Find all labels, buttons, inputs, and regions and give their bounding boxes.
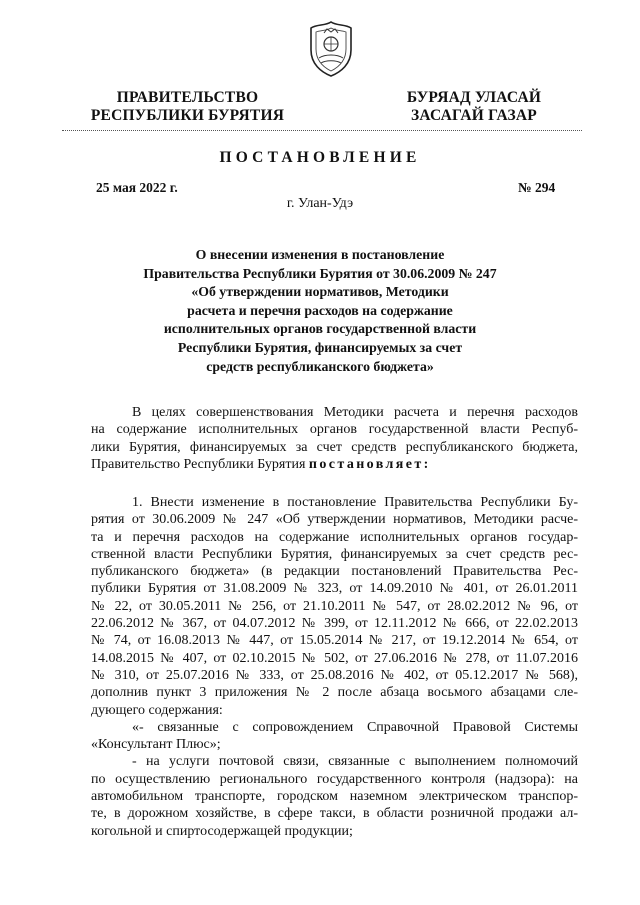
header-divider	[62, 130, 582, 131]
issuer-name-buryat	[400, 89, 548, 125]
body-line: дополнив пункт 3 приложения № 2 после абзаца восьмого абзацами сле-	[91, 685, 578, 701]
body-line: 1. Внести изменение в постановление Правительства Республики Бу-	[132, 495, 578, 510]
title-line: Правительства Республики Бурятия от 30.06.2009 № 247	[143, 265, 497, 281]
document-number: № 294	[518, 180, 556, 195]
body-line: 14.08.2015 № 407, от 02.10.2015 № 502, от 27.06.2016 № 278, от 11.07.2016	[91, 650, 578, 666]
document-title	[110, 246, 530, 376]
body-line: автомобильном транспорте, городском наземном электрическом транспор-	[91, 789, 578, 805]
document-date: 25 мая 2022 г.	[96, 180, 178, 195]
body-line-text: Правительство Республики Бурятия	[91, 456, 306, 472]
body-line: № 74, от 16.08.2013 № 447, от 15.05.2014 № 217, от 19.12.2014 № 654, от	[91, 633, 578, 649]
title-line: средств республиканского бюджета»	[206, 358, 434, 374]
preamble-paragraph	[91, 404, 578, 473]
title-line: О внесении изменения в постановление	[195, 247, 445, 262]
title-line: расчета и перечня расходов на содержание	[187, 302, 453, 318]
body-line: те, в дорожном хозяйстве, в сфере такси, в области розничной продажи ал-	[91, 806, 578, 822]
body-line: 22.06.2012 № 367, от 04.07.2012 № 399, от 12.11.2012 № 666, от 22.02.2013	[91, 616, 578, 632]
body-line: № 310, от 25.07.2016 № 333, от 25.08.2016 № 402, от 05.12.2017 № 568),	[91, 667, 578, 683]
body-line: рятия от 30.06.2009 № 247 «Об утверждении нормативов, Методики расче-	[91, 512, 578, 528]
issuer-name-line-2: РЕСПУБЛИКИ БУРЯТИЯ	[90, 107, 285, 124]
body-line: публики Бурятия от 31.08.2009 № 323, от 14.09.2010 № 401, от 26.01.2011	[91, 581, 578, 597]
body-line: ственной власти Республики Бурятия, финансируемых за счет средств рес-	[91, 546, 578, 562]
coat-of-arms-emblem	[307, 20, 355, 78]
document-type: ПОСТАНОВЛЕНИЕ	[219, 149, 421, 166]
title-line: Республики Бурятия, финансируемых за счет	[177, 339, 463, 355]
body-line: когольной и спиртосодержащей продукции;	[91, 823, 353, 839]
title-line: исполнительных органов государственной власти	[163, 321, 477, 337]
issuer-name-buryat-line-2: ЗАСАГАЙ ГАЗАР	[411, 107, 537, 124]
body-line: на содержание исполнительных органов государственной власти Респуб-	[91, 422, 578, 438]
body-line: публиканского бюджета» (в редакции постановлений Правительства Рес-	[91, 564, 578, 580]
body-line: дующего содержания:	[91, 702, 223, 718]
body-line: № 22, от 30.05.2011 № 256, от 21.10.2011 № 547, от 28.02.2012 № 96, от	[91, 598, 578, 614]
item-1-paragraph	[91, 494, 578, 840]
issuer-name-russian	[90, 89, 285, 125]
body-line: лики Бурятия, финансируемых за счет средств республиканского бюджета,	[91, 439, 578, 455]
resolves-word: постановляет:	[308, 456, 431, 472]
title-line: «Об утверждении нормативов, Методики	[191, 284, 449, 300]
body-line	[91, 456, 578, 473]
body-line: по осуществлению регионального государственного контроля (надзора): на	[91, 771, 578, 787]
body-line: - на услуги почтовой связи, связанные с выполнением полномочий	[132, 754, 578, 770]
issuer-name-buryat-line-1: БУРЯАД УЛАСАЙ	[406, 89, 542, 106]
body-line: «- связанные с сопровождением Справочной Правовой Системы	[132, 719, 578, 735]
body-line: «Консультант Плюс»;	[91, 737, 221, 753]
document-city: г. Улан-Удэ	[286, 196, 354, 211]
issuer-name-line-1: ПРАВИТЕЛЬСТВО	[116, 89, 259, 106]
body-line: та и перечня расходов на содержание исполнительных органов государ-	[91, 529, 578, 545]
body-line: В целях совершенствования Методики расчета и перечня расходов	[132, 405, 578, 420]
